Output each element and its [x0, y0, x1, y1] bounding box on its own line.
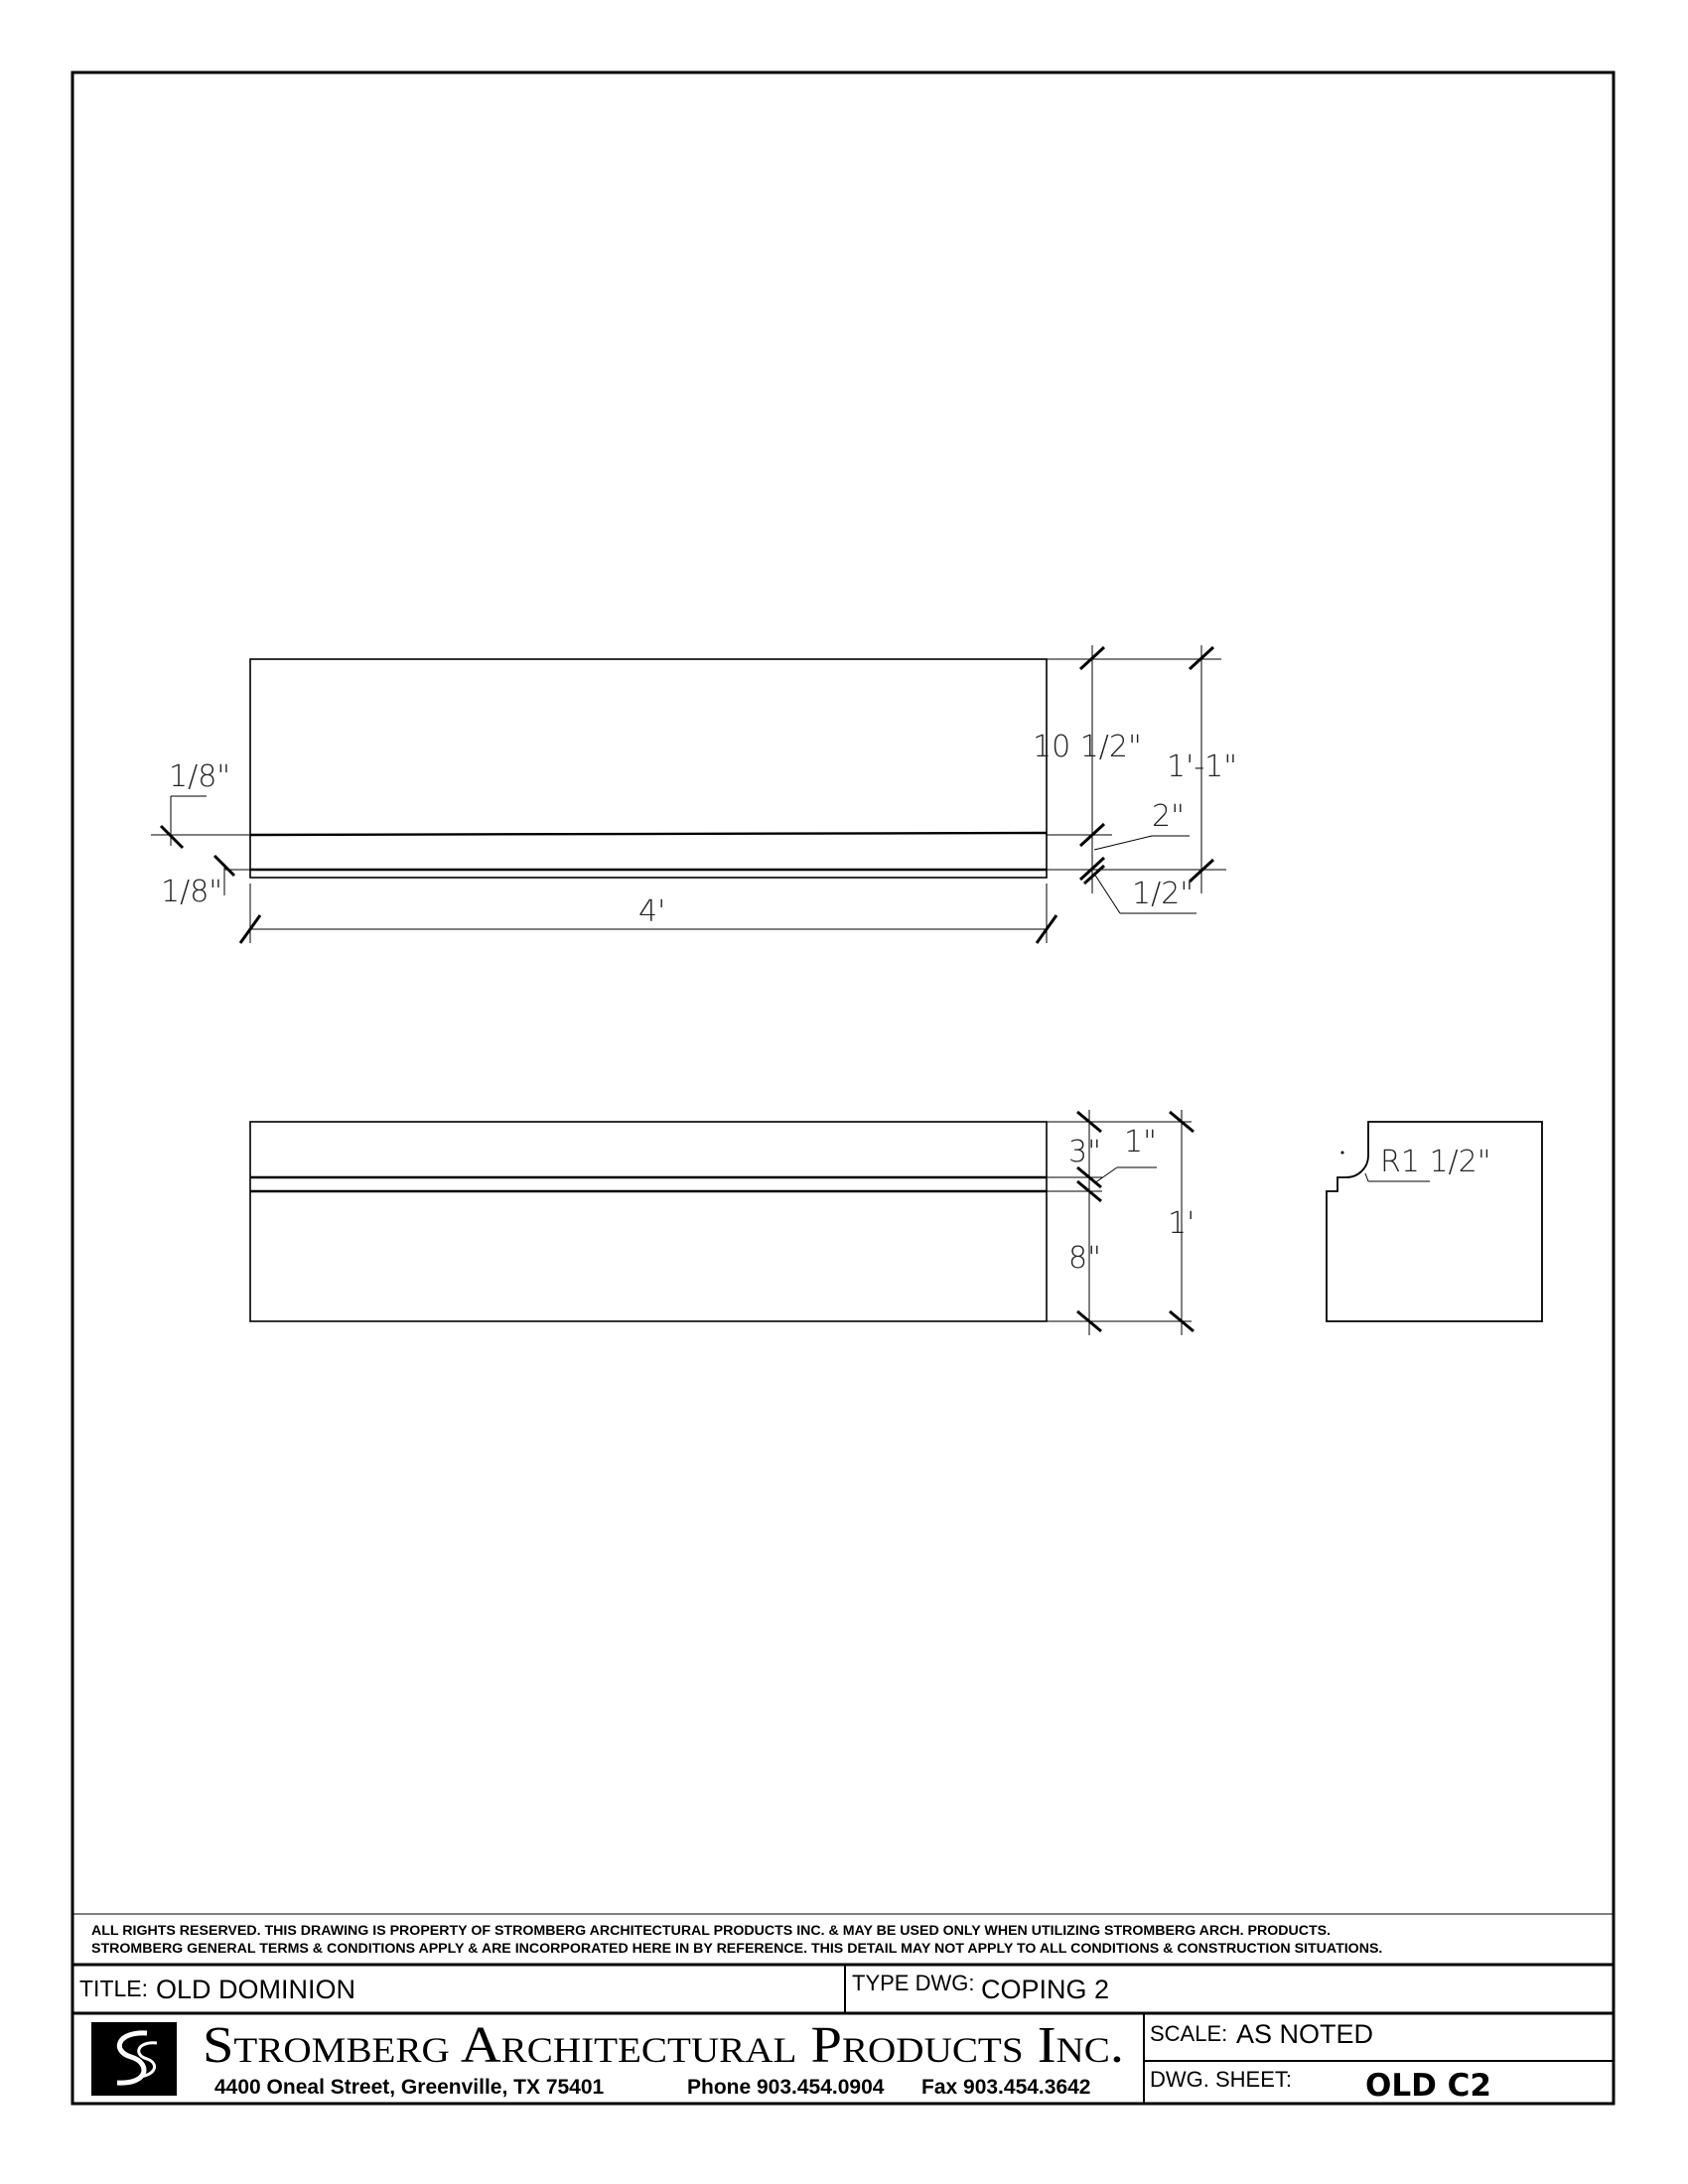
dim-tick [161, 826, 183, 848]
dim-label-total-height: 1'-1" [1167, 750, 1238, 784]
scale-label: SCALE: [1150, 2021, 1228, 2046]
sheet-value: OLD C2 [1365, 2068, 1491, 2104]
notice-line-1: ALL RIGHTS RESERVED. THIS DRAWING IS PROPERTY OF STROMBERG ARCHITECTURAL PRODUCTS INC. & MAY BE USED ONLY WHEN UTILIZING STROMBERG ARCH. PRODUCTS. [91, 1923, 1332, 1939]
elevation-view [151, 645, 1226, 943]
dim-label-radius: R1 1/2" [1380, 1145, 1491, 1179]
sheet-border [72, 72, 1614, 2104]
dim-label-groove: 1" [1124, 1125, 1157, 1160]
type-value: COPING 2 [981, 1975, 1110, 2004]
dim-leader [1094, 874, 1120, 913]
dim-label-lower: 8" [1068, 1241, 1101, 1276]
side-view [250, 1110, 1194, 1335]
dim-label-band: 2" [1152, 799, 1185, 834]
type-label: TYPE DWG: [852, 1971, 975, 1995]
company-fax: Fax 903.454.3642 [921, 2076, 1091, 2099]
company-phone: Phone 903.454.0904 [687, 2076, 885, 2099]
elevation-dimension-labels [161, 730, 1237, 929]
notice-line-2: STROMBERG GENERAL TERMS & CONDITIONS APPLY & ARE INCORPORATED HERE IN BY REFERENCE. THIS DETAIL MAY NOT APPLY TO ALL CONDITIONS & CONSTRUCTION SITUATIONS. [91, 1941, 1383, 1957]
radius-center-mark [1341, 1152, 1344, 1155]
radius-leader [1365, 1173, 1368, 1181]
dim-leader [1094, 1167, 1117, 1183]
sheet-label: DWG. SHEET: [1150, 2067, 1293, 2092]
elevation-outline [250, 659, 1047, 878]
dim-label-length: 4' [638, 894, 666, 929]
dim-label-face-height: 10 1/2" [1033, 730, 1142, 764]
elevation-band-line [250, 833, 1047, 835]
dim-leader [1094, 836, 1152, 850]
dim-label-drip: 1/2" [1132, 877, 1195, 911]
side-dimension-labels [1068, 1125, 1195, 1276]
dim-label-side-total: 1' [1168, 1206, 1196, 1241]
company-name: Stromberg Architectural Products Inc. [203, 2017, 1124, 2074]
scale-value: AS NOTED [1236, 2019, 1374, 2049]
dim-label-fraction-bottom: 1/8" [161, 875, 223, 909]
stromberg-s-logo-icon [91, 2022, 177, 2096]
dim-label-fraction-top: 1/8" [169, 759, 231, 794]
dim-label-top-band: 3" [1068, 1135, 1101, 1169]
company-address: 4400 Oneal Street, Greenville, TX 75401 [214, 2076, 605, 2099]
title-label: TITLE: [79, 1976, 149, 2001]
side-outline [250, 1122, 1047, 1321]
title-value: OLD DOMINION [156, 1975, 356, 2004]
